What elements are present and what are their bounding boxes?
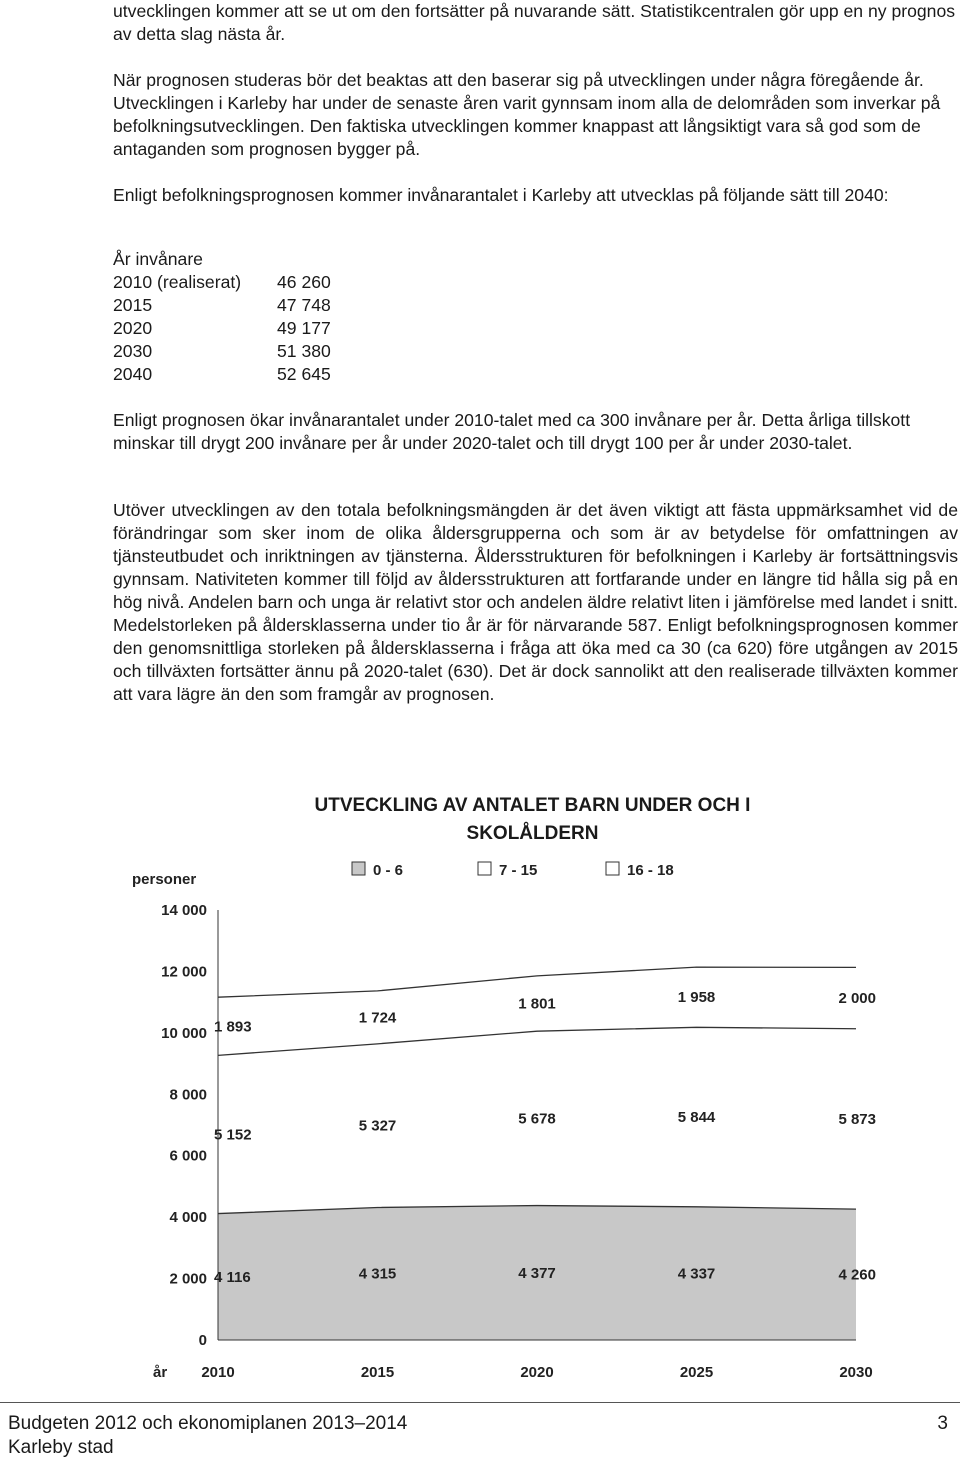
table-cell-population: 52 645 <box>277 364 331 384</box>
table-cell-year: 2030 <box>113 341 153 361</box>
data-label: 5 152 <box>214 1126 252 1144</box>
data-label: 2 000 <box>838 990 876 1008</box>
data-label: 4 337 <box>677 1265 716 1283</box>
paragraph-age-structure: Utöver utvecklingen av den totala befolkningsmängden är det även viktigt att fästa uppmärksamhet vid de förändringar som sker inom de olika åldersgrupperna och som är av betydelse för omfattningen av tjänsteutbudet och inriktningen av tjänsterna. Åldersstrukturen för befolkningen i Karleby är fortsättningsvis gynnsam. Nativiteten kommer till följd av åldersstrukturen att fortfarande under en längre tid hålla sig på en hög nivå. Andelen barn och unga är relativt stor och andelen äldre relativt liten i jämförelse med landet i snitt. Medelstorleken på åldersklasserna under tio år är för närvarande 587. Enligt befolkningsprognosen kommer den genomsnittliga storleken på åldersklasserna i fråga att öka med ca 30 (ca 620) före utgången av 2015 och tillväxten fortsätter ännu på 2020-talet (630). Det är dock sannolikt att den realiserade tillväxten kommer att vara lägre än den som framgår av prognosen. <box>113 500 958 704</box>
x-tick-label: 2015 <box>360 1364 395 1381</box>
legend-swatch <box>352 862 365 875</box>
y-tick-label: 0 <box>198 1332 207 1349</box>
data-label: 1 724 <box>358 1009 397 1027</box>
data-label: 5 327 <box>358 1117 397 1135</box>
data-label: 4 116 <box>214 1268 251 1286</box>
page-number: 3 <box>937 1413 948 1434</box>
y-tick-label: 14 000 <box>161 902 207 919</box>
data-label: 1 893 <box>214 1018 252 1036</box>
data-label: 4 377 <box>518 1264 556 1282</box>
y-tick-label: 12 000 <box>161 963 207 981</box>
population-table-row <box>113 271 331 294</box>
paragraph-forecast-intro: Enligt befolkningsprognosen kommer invånarantalet i Karleby att utvecklas på följande sätt till 2040: <box>113 185 889 205</box>
data-label: 5 844 <box>677 1109 716 1127</box>
paragraph-intro: utvecklingen kommer att se ut om den fortsätter på nuvarande sätt. Statistikcentralen gör upp en ny prognos av detta slag nästa år. <box>113 1 956 44</box>
y-tick-label: 6 000 <box>169 1147 207 1165</box>
data-label: 4 260 <box>838 1266 876 1284</box>
population-table-row <box>113 294 331 317</box>
data-label: 5 873 <box>838 1110 876 1128</box>
legend-swatch <box>606 862 619 875</box>
y-tick-label: 10 000 <box>161 1024 207 1042</box>
table-cell-population: 49 177 <box>277 318 331 338</box>
x-axis-label: år <box>153 1364 168 1381</box>
table-cell-year: 2020 <box>113 318 153 338</box>
x-tick-label: 2030 <box>839 1364 873 1381</box>
table-cell-year: 2010 (realiserat) <box>113 272 242 292</box>
footer-organization: Karleby stad <box>8 1437 114 1458</box>
legend-label: 16 - 18 <box>627 862 674 879</box>
legend-label: 7 - 15 <box>499 862 538 879</box>
y-axis-label: personer <box>132 871 197 888</box>
table-cell-population: 47 748 <box>277 295 331 315</box>
data-label: 5 678 <box>518 1110 556 1128</box>
x-tick-label: 2025 <box>679 1364 714 1381</box>
table-cell-year: 2015 <box>113 295 153 315</box>
table-cell-population: 46 260 <box>277 272 331 292</box>
legend-label: 0 - 6 <box>373 862 404 879</box>
data-label: 1 801 <box>518 995 556 1013</box>
y-tick-label: 8 000 <box>169 1086 207 1104</box>
population-table-row <box>113 340 331 363</box>
population-table-header: År invånare <box>113 249 203 269</box>
data-label: 4 315 <box>358 1265 397 1283</box>
table-cell-population: 51 380 <box>277 341 331 361</box>
population-table <box>113 248 331 386</box>
population-table-row <box>113 317 331 340</box>
legend-swatch <box>478 862 491 875</box>
y-tick-label: 4 000 <box>169 1209 207 1227</box>
data-label: 1 958 <box>677 989 716 1007</box>
footer-title <box>8 1412 407 1460</box>
chart-title: UTVECKLING AV ANTALET BARN UNDER OCH I SKOLÅLDERN <box>314 795 751 844</box>
population-table-row <box>113 363 331 386</box>
footer-document-title: Budgeten 2012 och ekonomiplanen 2013–2014 <box>8 1413 408 1434</box>
paragraph-prognosis-basis: När prognosen studeras bör det beaktas att den baserar sig på utvecklingen under några föregående år. Utvecklingen i Karleby har under de senaste åren varit gynnsam inom alla de delområden som inverkar på befolkningsutvecklingen. Den faktiska utvecklingen kommer knappast att långsiktigt vara så god som de antaganden som prognosen bygger på. <box>113 70 941 159</box>
x-tick-label: 2020 <box>520 1364 554 1381</box>
x-tick-label: 2010 <box>201 1364 235 1381</box>
paragraph-growth-rate: Enligt prognosen ökar invånarantalet under 2010-talet med ca 300 invånare per år. Detta årliga tillskott minskar till drygt 200 invånare per år under 2020-talet och till drygt 100 per år under 2030-talet. <box>113 410 911 453</box>
footer-divider <box>0 1402 960 1403</box>
y-tick-label: 2 000 <box>169 1270 207 1288</box>
population-chart <box>0 780 960 1400</box>
table-cell-year: 2040 <box>113 364 153 384</box>
